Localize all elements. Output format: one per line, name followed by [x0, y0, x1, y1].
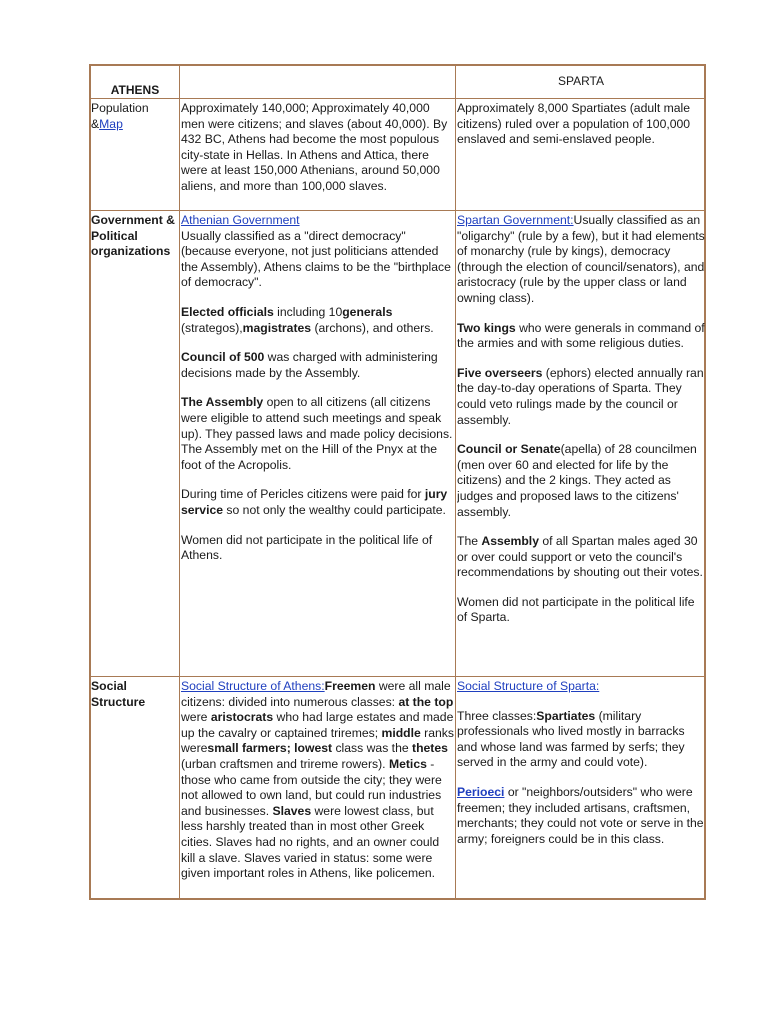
athens-header: ATHENS [110, 83, 160, 97]
sparta-assembly-text-2: of all Spartan males aged 30 or over could support or veto the council's recommendations by shouting out their votes. [457, 534, 703, 580]
population-label-cell [91, 101, 177, 132]
row-divider [91, 676, 704, 677]
three-classes-text: Three classes: [457, 708, 537, 723]
population-amp: & [91, 116, 100, 131]
athens-women: Women did not participate in the political life of Athens. [181, 532, 433, 563]
middle-term: middle [381, 725, 421, 740]
spartiates-term: Spartiates [536, 708, 596, 723]
sparta-social-link-para [457, 679, 705, 695]
magistrates-term: magistrates [242, 320, 312, 335]
sparta-assembly [457, 534, 705, 581]
athens-elected-officials [181, 305, 453, 336]
freemen-term: Freemen [324, 679, 376, 693]
athens-social [181, 679, 455, 882]
jury-service-term: jury service [181, 487, 448, 517]
athenian-government-link[interactable]: Athenian Government [181, 213, 300, 227]
sparta-population: Approximately 8,000 Spartiates (adult male citizens) ruled over a population of 100,000 enslaved and semi-enslaved people. [457, 101, 691, 147]
sparta-assembly-text-1: The [457, 534, 482, 549]
social-athens-text-9: were lowest class, but less harshly treated than in most other Greek cities. Slaves had no rights, and an owner could kill a slave. Slaves varied in status: some were given important roles in Athens, like policemen. [181, 803, 440, 881]
social-structure-label: Social Structure [91, 679, 146, 709]
elected-text-1: including 10 [273, 304, 343, 319]
population-label: Population [91, 101, 149, 115]
athens-government [181, 213, 453, 564]
sparta-government [457, 213, 705, 626]
assembly-term: The Assembly [181, 395, 264, 410]
thetes-term: thetes [412, 741, 448, 756]
kings-text: who were generals in command of the armies and with some religious duties. [457, 320, 705, 351]
perioeci-link[interactable]: Perioeci [457, 784, 505, 799]
social-athens-text-7: (urban craftsmen and trireme rowers). [181, 756, 389, 771]
assembly-text: open to all citizens (all citizens were eligible to attend such meetings and speak up). They passed laws and made policy decisions. The Assembly met on the Hill of the Pnyx at the foot of the Acropolis. [181, 395, 453, 472]
elected-text-2: (strategos), [181, 320, 243, 335]
social-athens-text-4: ranks were [181, 725, 454, 756]
council-of-500-term: Council of 500 [181, 350, 265, 365]
row-divider [91, 210, 704, 211]
spartiates-text: (military professionals who lived mostly in barracks and whose land was farmed by serfs; they served in the army and could vote). [457, 708, 685, 770]
elected-text-3: (archons), and others. [311, 320, 434, 335]
small-farmers-term: small farmers; [207, 741, 291, 756]
generals-term: generals [342, 304, 393, 319]
sparta-assembly-term: Assembly [481, 534, 539, 549]
social-athens-text-2: were [181, 710, 211, 725]
sparta-government-intro [457, 213, 705, 307]
sparta-women: Women did not participate in the political life of Sparta. [457, 594, 695, 625]
map-link[interactable]: Map [99, 116, 123, 131]
sparta-social [457, 679, 705, 847]
council-text: was charged with administering decisions made by the Assembly. [181, 350, 438, 380]
perioeci-text: or "neighbors/outsiders" who were freemen; they included artisans, craftsmen, merchants; they could not vote or serve in the army; foreigners could be in this class. [457, 784, 704, 846]
government-label: Government & Political organizations [91, 213, 175, 259]
sparta-perioeci [457, 785, 705, 847]
elected-officials-term: Elected officials [181, 304, 274, 319]
slaves-term: Slaves [272, 803, 312, 818]
sparta-three-classes [457, 709, 705, 771]
sparta-gov-intro-text: Usually classified as an "oligarchy" (rule by a few), but it had elements of monarchy (rule by kings), democracy (through the election of council/senators), and aristocracy (rule by the upper class or land owning class). [457, 213, 705, 305]
row-divider [91, 98, 704, 99]
social-athens-text-1: were all male citizens: divided into numerous classes: [181, 679, 451, 709]
council-senate-term: Council or Senate [457, 442, 561, 457]
column-divider [455, 66, 456, 898]
athens-government-intro [181, 213, 453, 291]
social-athens-text-6: class was the [332, 741, 413, 756]
two-kings-term: Two kings [457, 320, 516, 335]
athens-gov-intro-text: Usually classified as a "direct democracy" (because everyone, not just politicians attended the Assembly), Athens claims to be the "birthplace of democracy". [181, 228, 451, 290]
athens-assembly [181, 395, 453, 473]
sparta-header: SPARTA [557, 74, 604, 88]
sparta-overseers [457, 366, 705, 428]
overseers-text: (ephors) elected annually ran the day-to-day operations of Sparta. They could veto rulings made by the council or assembly. [457, 365, 704, 427]
sparta-kings [457, 321, 705, 352]
comparison-table [89, 64, 706, 900]
at-the-top-term: at the top [398, 694, 454, 709]
social-athens-text-3: who had large estates and made up the cavalry or captained triremes; [181, 710, 454, 740]
pericles-text-1: During time of Pericles citizens were paid for [181, 487, 425, 502]
athens-social-structure-link[interactable]: Social Structure of Athens: [181, 679, 325, 693]
pericles-text-2: so not only the wealthy could participate. [223, 502, 446, 517]
column-divider [179, 66, 180, 898]
council-senate-text: (apella) of 28 councilmen (men over 60 and elected for life by the citizens) and the 2 kings. They acted as judges and proposed laws to the citizens' assembly. [457, 442, 697, 519]
five-overseers-term: Five overseers [457, 365, 543, 380]
aristocrats-term: aristocrats [210, 710, 274, 725]
sparta-social-structure-link[interactable]: Social Structure of Sparta: [457, 679, 600, 693]
spartan-government-link[interactable]: Spartan Government: [457, 213, 574, 227]
athens-pericles [181, 487, 453, 518]
sparta-council [457, 442, 705, 520]
lowest-term: lowest [294, 741, 333, 756]
athens-population: Approximately 140,000; Approximately 40,000 men were citizens; and slaves (about 40,000). By 432 BC, Athens had become the most populous city-state in Hellas. In Athens and Attica, there were at least 150,000 Athenians, around 50,000 aliens, and more than 100,000 slaves. [181, 101, 448, 193]
social-athens-text-8: - those who came from outside the city; they were not allowed to own land, but could run industries and businesses. [181, 756, 442, 818]
athens-council [181, 350, 453, 381]
metics-term: Metics [388, 756, 427, 771]
